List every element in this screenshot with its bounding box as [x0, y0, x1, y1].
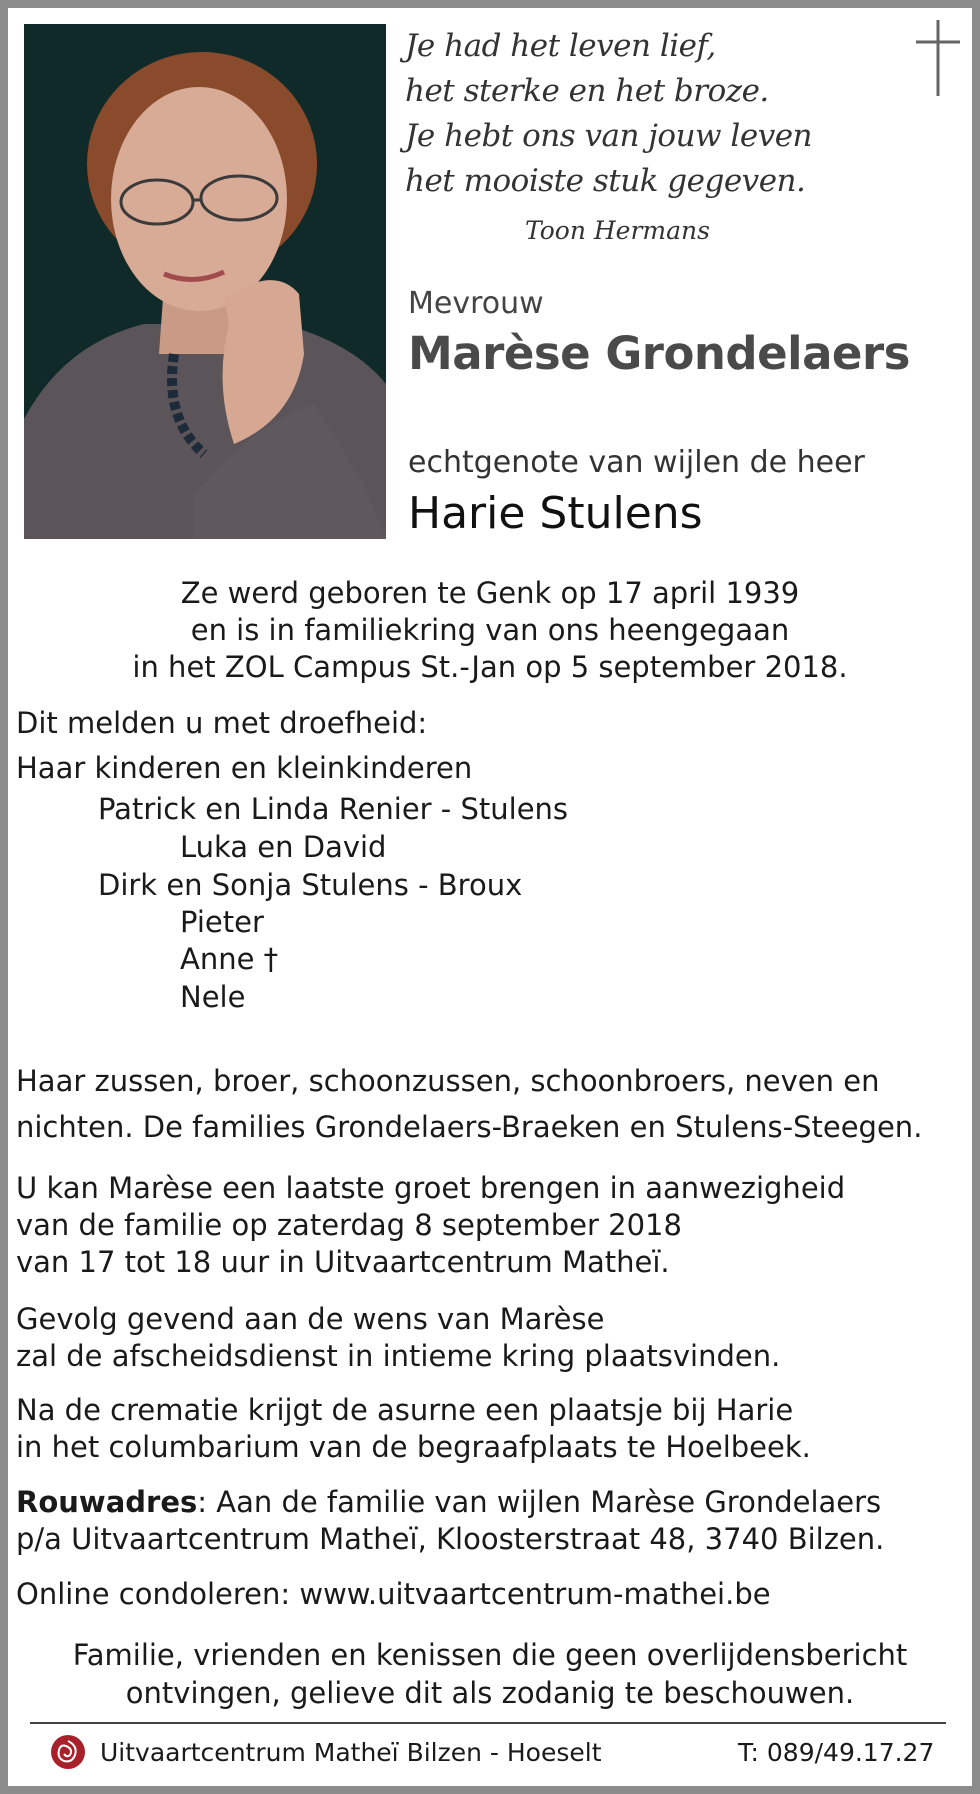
announcement-line: Ze werd geboren te Genk op 17 april 1939 [180, 576, 800, 610]
spouse-intro: echtgenote van wijlen de heer [408, 445, 865, 480]
address-label: Rouwadres [16, 1485, 198, 1519]
poem-line: het mooiste stuk gegeven. [405, 163, 806, 199]
footer-company: Uitvaartcentrum Matheï Bilzen - Hoeselt [100, 1738, 602, 1767]
family-member: Pieter [180, 905, 264, 939]
poem-author: Toon Hermans [525, 216, 710, 245]
portrait-photo [24, 24, 386, 539]
address-line2: p/a Uitvaartcentrum Matheï, Kloosterstraat 48, 3740 Bilzen. [16, 1522, 885, 1556]
poem [405, 24, 812, 204]
announcement-line: en is in familiekring van ons heengegaan [190, 613, 790, 647]
cremation-line: in het columbarium van de begraafplaats te Hoelbeek. [16, 1430, 811, 1464]
siblings-line: Haar zussen, broer, schoonzussen, schoonbroers, neven en [16, 1064, 880, 1098]
poem-line: Je hebt ons van jouw leven [405, 118, 813, 154]
rose-logo-icon [50, 1734, 86, 1770]
family-member: Luka en David [180, 830, 387, 864]
notice-line: ontvingen, gelieve dit als zodanig te beschouwen. [125, 1676, 855, 1710]
notice-line: Familie, vrienden en kenissen die geen overlijdensbericht [72, 1638, 908, 1672]
family-intro: Dit melden u met droefheid: [16, 706, 428, 740]
footer-phone: T: 089/49.17.27 [738, 1738, 935, 1767]
salutation: Mevrouw [408, 286, 544, 321]
family-member: Anne † [180, 942, 279, 976]
deceased-name: Marèse Grondelaers [408, 327, 910, 380]
family-member: Patrick en Linda Renier - Stulens [98, 792, 569, 826]
announcement-line: in het ZOL Campus St.-Jan op 5 september 2018. [132, 650, 848, 684]
visitation-line: van de familie op zaterdag 8 september 2018 [16, 1208, 682, 1242]
address-line1: : Aan de familie van wijlen Marèse Grondelaers [197, 1485, 882, 1519]
visitation-line: U kan Marèse een laatste groet brengen in aanwezigheid [16, 1171, 846, 1205]
footer-divider [30, 1722, 946, 1724]
mourning-address [16, 1485, 881, 1519]
visitation-line: van 17 tot 18 uur in Uitvaartcentrum Matheï. [16, 1245, 670, 1279]
online-condolences: Online condoleren: www.uitvaartcentrum-mathei.be [16, 1577, 771, 1611]
service-line: Gevolg gevend aan de wens van Marèse [16, 1302, 605, 1336]
family-member: Nele [180, 980, 246, 1014]
spouse-name: Harie Stulens [408, 488, 703, 539]
siblings-line: nichten. De families Grondelaers-Braeken en Stulens-Steegen. [16, 1110, 923, 1144]
poem-line: het sterke en het broze. [405, 73, 769, 109]
children-heading: Haar kinderen en kleinkinderen [16, 751, 473, 785]
poem-line: Je had het leven lief, [405, 28, 716, 64]
cross-icon [910, 18, 970, 98]
cremation-line: Na de crematie krijgt de asurne een plaatsje bij Harie [16, 1393, 794, 1427]
service-line: zal de afscheidsdienst in intieme kring plaatsvinden. [16, 1339, 781, 1373]
family-member: Dirk en Sonja Stulens - Broux [98, 868, 523, 902]
